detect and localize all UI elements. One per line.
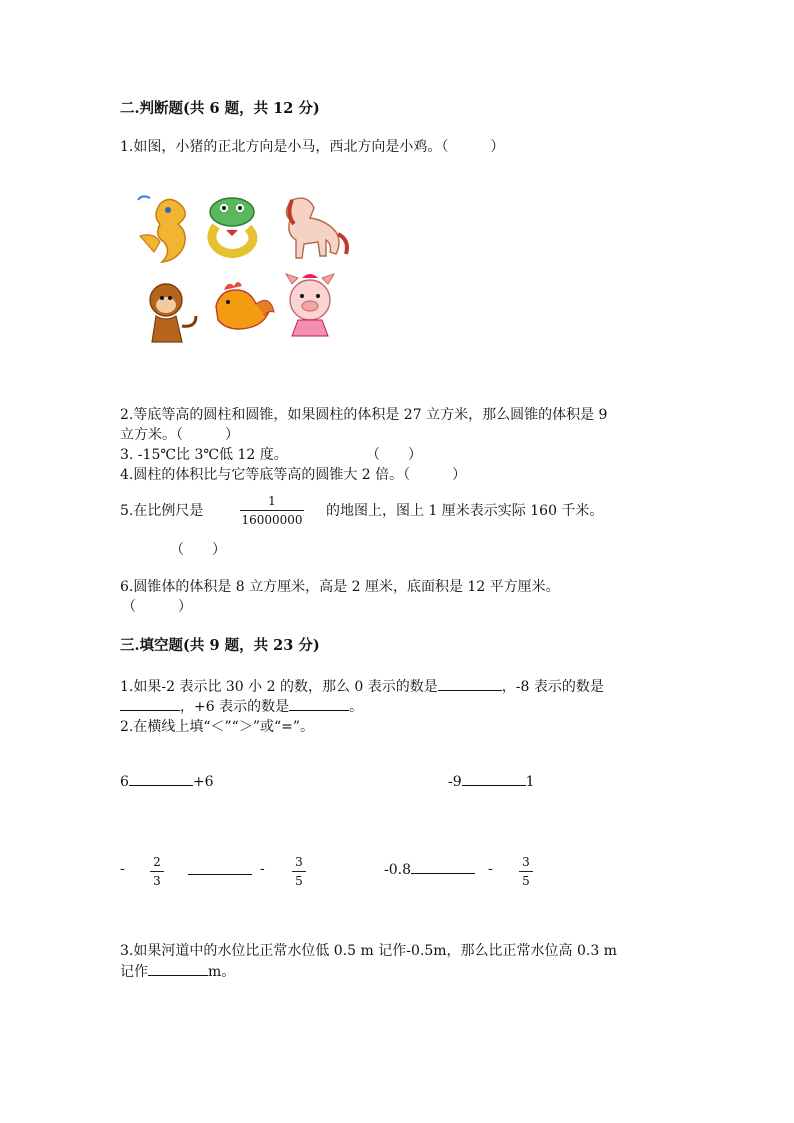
judge-question-4: 4.圆柱的体积比与它等底等高的圆锥大 2 倍。（ ） (120, 467, 467, 483)
compare-3-minus-2: - (260, 861, 265, 877)
compare-1: 6 +6 (120, 774, 214, 790)
section-3-heading: 三.填空题(共 9 题，共 23 分) (120, 637, 320, 654)
judge-question-2-line-1: 2.等底等高的圆柱和圆锥，如果圆柱的体积是 27 立方米，那么圆锥的体积是 9 (120, 407, 608, 423)
dragon-icon (138, 196, 185, 262)
fill-question-1-line-1: 1.如果-2 表示比 30 小 2 的数，那么 0 表示的数是 ，-8 表示的数是 (120, 679, 604, 695)
judge-question-2-line-2: 立方米。（ ） (120, 427, 239, 443)
scale-fraction (240, 494, 304, 527)
scale-fraction-numerator: 1 (268, 494, 276, 508)
answer-blank[interactable] (120, 698, 180, 711)
rooster-icon (216, 282, 274, 329)
judge-question-5-prefix: 5.在比例尺是 (120, 503, 204, 519)
judge-question-3-paren: （ ） (366, 447, 422, 463)
answer-blank[interactable] (129, 773, 193, 786)
snake-icon (210, 198, 254, 254)
answer-blank[interactable] (188, 862, 252, 875)
pig-icon (286, 274, 334, 336)
compare-2: -9 1 (448, 774, 535, 790)
compare-4-minus: - (488, 861, 493, 877)
answer-blank[interactable] (462, 773, 526, 786)
answer-blank[interactable] (438, 678, 502, 691)
fraction-two-thirds: 2 3 (150, 855, 164, 888)
fraction-three-fifths: 3 5 (292, 855, 306, 888)
monkey-icon (150, 284, 196, 342)
compare-3-minus-1: - (120, 861, 125, 877)
answer-blank[interactable] (289, 698, 349, 711)
judge-question-3: 3. -15℃比 3℃低 12 度。 (120, 447, 288, 463)
judge-question-1: 1.如图，小猪的正北方向是小马，西北方向是小鸡。（ ） (120, 139, 505, 155)
compare-4: -0.8 (384, 861, 475, 878)
judge-question-6-paren: （ ） (122, 599, 192, 615)
judge-question-5-paren: （ ） (170, 542, 226, 558)
animal-figure (132, 186, 362, 356)
fill-question-2: 2.在横线上填“＜”“＞”或“=”。 (120, 719, 315, 735)
section-2-heading: 二.判断题(共 6 题，共 12 分) (120, 100, 320, 117)
judge-question-5-suffix: 的地图上，图上 1 厘米表示实际 160 千米。 (326, 503, 604, 519)
judge-question-6: 6.圆锥体的体积是 8 立方厘米，高是 2 厘米，底面积是 12 平方厘米。 (120, 579, 560, 595)
fill-question-3-line-1: 3.如果河道中的水位比正常水位低 0.5 m 记作-0.5m，那么比正常水位高 0.3 m (120, 943, 617, 959)
scale-fraction-denominator: 16000000 (241, 513, 303, 527)
fill-question-1-line-2: ，+6 表示的数是 。 (120, 696, 363, 716)
answer-blank[interactable] (148, 963, 208, 976)
fill-question-3-line-2: 记作 m。 (120, 964, 236, 980)
answer-blank[interactable] (411, 861, 475, 874)
fraction-three-fifths-2: 3 5 (519, 855, 533, 888)
horse-icon (286, 198, 347, 258)
